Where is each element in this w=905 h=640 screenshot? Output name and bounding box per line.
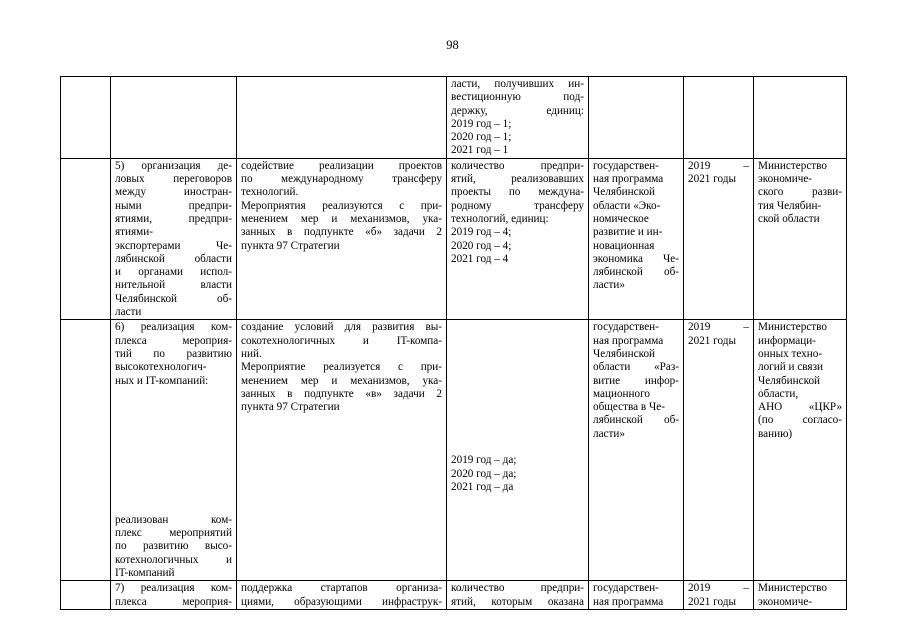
text-line: 2021 годы (688, 334, 736, 347)
cell-responsible (754, 158, 847, 320)
cell-measure (111, 320, 237, 581)
cell-period (684, 77, 754, 159)
cell-period (684, 320, 754, 581)
text-line: создание условий для развития вы- (241, 321, 442, 334)
cell-number (61, 581, 111, 610)
text-line: мационного (593, 387, 651, 400)
text-line: тий по развитию (115, 347, 232, 360)
text-line: Министерство (758, 159, 827, 172)
text-line: плекса мероприя- (115, 595, 232, 608)
text-line: лябинской об- (593, 266, 679, 279)
text-line: Мероприятия реализуются с при- (241, 199, 442, 212)
text-line: IT-компаний (115, 567, 175, 580)
text-line: ных и IT-компаний: (115, 374, 209, 387)
text-line: ятий, реализовавших (451, 173, 584, 186)
cell-period (684, 158, 754, 320)
cell-indicator (447, 320, 589, 581)
cell-content (237, 581, 447, 610)
text-line: Челябинской (593, 186, 656, 199)
text-line: ласти» (593, 427, 625, 440)
text-line: держку, единиц: (451, 104, 584, 117)
text-line: области «Эко- (593, 199, 661, 212)
text-line: пункта 97 Стратегии (241, 239, 340, 252)
text-line: государствен- (593, 159, 659, 172)
text-line: ванию) (758, 427, 793, 440)
text-line: Мероприятие реализуется с при- (241, 361, 442, 374)
text-line: 2020 год – 1; (451, 131, 512, 144)
text-line: ная программа (593, 595, 664, 608)
cell-measure (111, 77, 237, 159)
text-line: количество предпри- (451, 582, 584, 595)
cell-content (237, 158, 447, 320)
text-line: 7) реализация ком- (115, 582, 232, 595)
cell-program (589, 320, 684, 581)
cell-program (589, 581, 684, 610)
text-line: 2021 годы (688, 173, 736, 186)
text-line: по международному трансферу (241, 173, 442, 186)
text-line: ная программа (593, 334, 664, 347)
text-line: 2019 год – 1; (451, 117, 512, 130)
cell-responsible (754, 77, 847, 159)
text-line: (по согласо- (758, 414, 842, 427)
text-line: Министерство (758, 321, 827, 334)
text-line: и органами испол- (115, 266, 232, 279)
text-line: содействие реализации проектов (241, 159, 442, 172)
text-line: лябинской об- (593, 414, 679, 427)
text-line: циями, образующими инфраструк- (241, 595, 442, 608)
text-line: плекса мероприя- (115, 334, 232, 347)
text-line: пункта 97 Стратегии (241, 401, 340, 414)
cell-number (61, 77, 111, 159)
cell-measure (111, 158, 237, 320)
text-line: 6) реализация ком- (115, 321, 232, 334)
text-line: 2021 год – 1 (451, 144, 509, 157)
text-line: тия Челябин- (758, 199, 822, 212)
text-line: ласти, получивших ин- (451, 78, 584, 90)
measures-table (60, 76, 847, 610)
text-line: государствен- (593, 321, 659, 334)
text-line: новационная (593, 239, 655, 252)
text-line: высокотехнологич- (115, 361, 207, 374)
text-line: лябинской области (115, 252, 232, 265)
text-line: общества в Че- (593, 401, 665, 414)
cell-responsible (754, 581, 847, 610)
text-line: нительной власти (115, 279, 232, 292)
text-line: ными предпри- (115, 199, 232, 212)
cell-indicator (447, 77, 589, 159)
text-line: котехнологичных и (115, 553, 232, 566)
text-line: области, (758, 387, 799, 400)
text-line: менением мер и механизмов, ука- (241, 374, 442, 387)
text-line: проекты по междуна- (451, 186, 584, 199)
text-line: витие инфор- (593, 374, 679, 387)
cell-number (61, 320, 111, 581)
text-line: занных в подпункте «б» задачи 2 (241, 226, 442, 239)
text-line: менением мер и механизмов, ука- (241, 212, 442, 225)
text-line: ятиями- (115, 226, 153, 239)
table-row (61, 158, 847, 320)
text-line: 2019 – (688, 321, 749, 334)
table-row (61, 320, 847, 581)
text-line: реализован ком- (115, 513, 232, 526)
text-line: ласти» (593, 279, 625, 292)
text-line: экспортерами Че- (115, 239, 232, 252)
text-line: ятиями, предпри- (115, 212, 232, 225)
text-line: занных в подпункте «в» задачи 2 (241, 387, 442, 400)
text-line: логий и связи (758, 361, 823, 374)
text-line: 2021 год – да (451, 480, 514, 493)
text-line: АНО «ЦКР» (758, 401, 842, 414)
text-line: Челябинской (593, 347, 656, 360)
text-line: 2020 год – да; (451, 467, 517, 480)
cell-number (61, 158, 111, 320)
text-line: 2020 год – 4; (451, 239, 512, 252)
text-line: родному трансферу (451, 199, 584, 212)
text-line: ской области (758, 212, 820, 225)
text-line: Министерство (758, 582, 827, 595)
cell-program (589, 158, 684, 320)
text-line: между иностран- (115, 186, 232, 199)
text-line: технологий, единиц: (451, 212, 549, 225)
text-line: количество предпри- (451, 159, 584, 172)
spacer (451, 321, 584, 454)
cell-indicator (447, 581, 589, 610)
text-line: Челябинской (758, 374, 821, 387)
text-line: 2021 годы (688, 595, 736, 608)
cell-responsible (754, 320, 847, 581)
table-row (61, 581, 847, 610)
text-line: 2021 год – 4 (451, 252, 509, 265)
text-line: технологий. (241, 186, 299, 199)
text-line: ловых переговоров (115, 173, 232, 186)
text-line: номическое (593, 212, 649, 225)
text-line: Челябинской об- (115, 292, 232, 305)
text-line: развитие и ин- (593, 226, 663, 239)
text-line: области «Раз- (593, 361, 679, 374)
text-line: ятий, которым оказана (451, 595, 584, 608)
cell-period (684, 581, 754, 610)
text-line: ний. (241, 347, 262, 360)
cell-program (589, 77, 684, 159)
text-line: по развитию высо- (115, 540, 232, 553)
text-line: сокотехнологичных и IT-компа- (241, 334, 442, 347)
cell-indicator (447, 158, 589, 320)
table-row (61, 77, 847, 159)
text-line: 2019 год – 4; (451, 226, 512, 239)
text-line: ского разви- (758, 186, 842, 199)
text-line: государствен- (593, 582, 659, 595)
text-line: онных техно- (758, 347, 823, 360)
cell-measure (111, 581, 237, 610)
text-line: ласти (115, 306, 142, 319)
cell-content (237, 77, 447, 159)
page-number: 98 (446, 38, 459, 52)
spacer (115, 388, 232, 514)
cell-content (237, 320, 447, 581)
text-line: ная программа (593, 173, 664, 186)
text-line: 2019 – (688, 582, 749, 595)
text-line: 2019 год – да; (451, 454, 517, 467)
text-line: вестиционную под- (451, 91, 584, 104)
text-line: 2019 – (688, 159, 749, 172)
text-line: экономиче- (758, 595, 813, 608)
text-line: плекс мероприятий (115, 527, 232, 540)
text-line: 5) организация де- (115, 159, 232, 172)
text-line: экономика Че- (593, 252, 679, 265)
text-line: информаци- (758, 334, 816, 347)
text-line: поддержка стартапов организа- (241, 582, 442, 595)
text-line: экономиче- (758, 173, 813, 186)
